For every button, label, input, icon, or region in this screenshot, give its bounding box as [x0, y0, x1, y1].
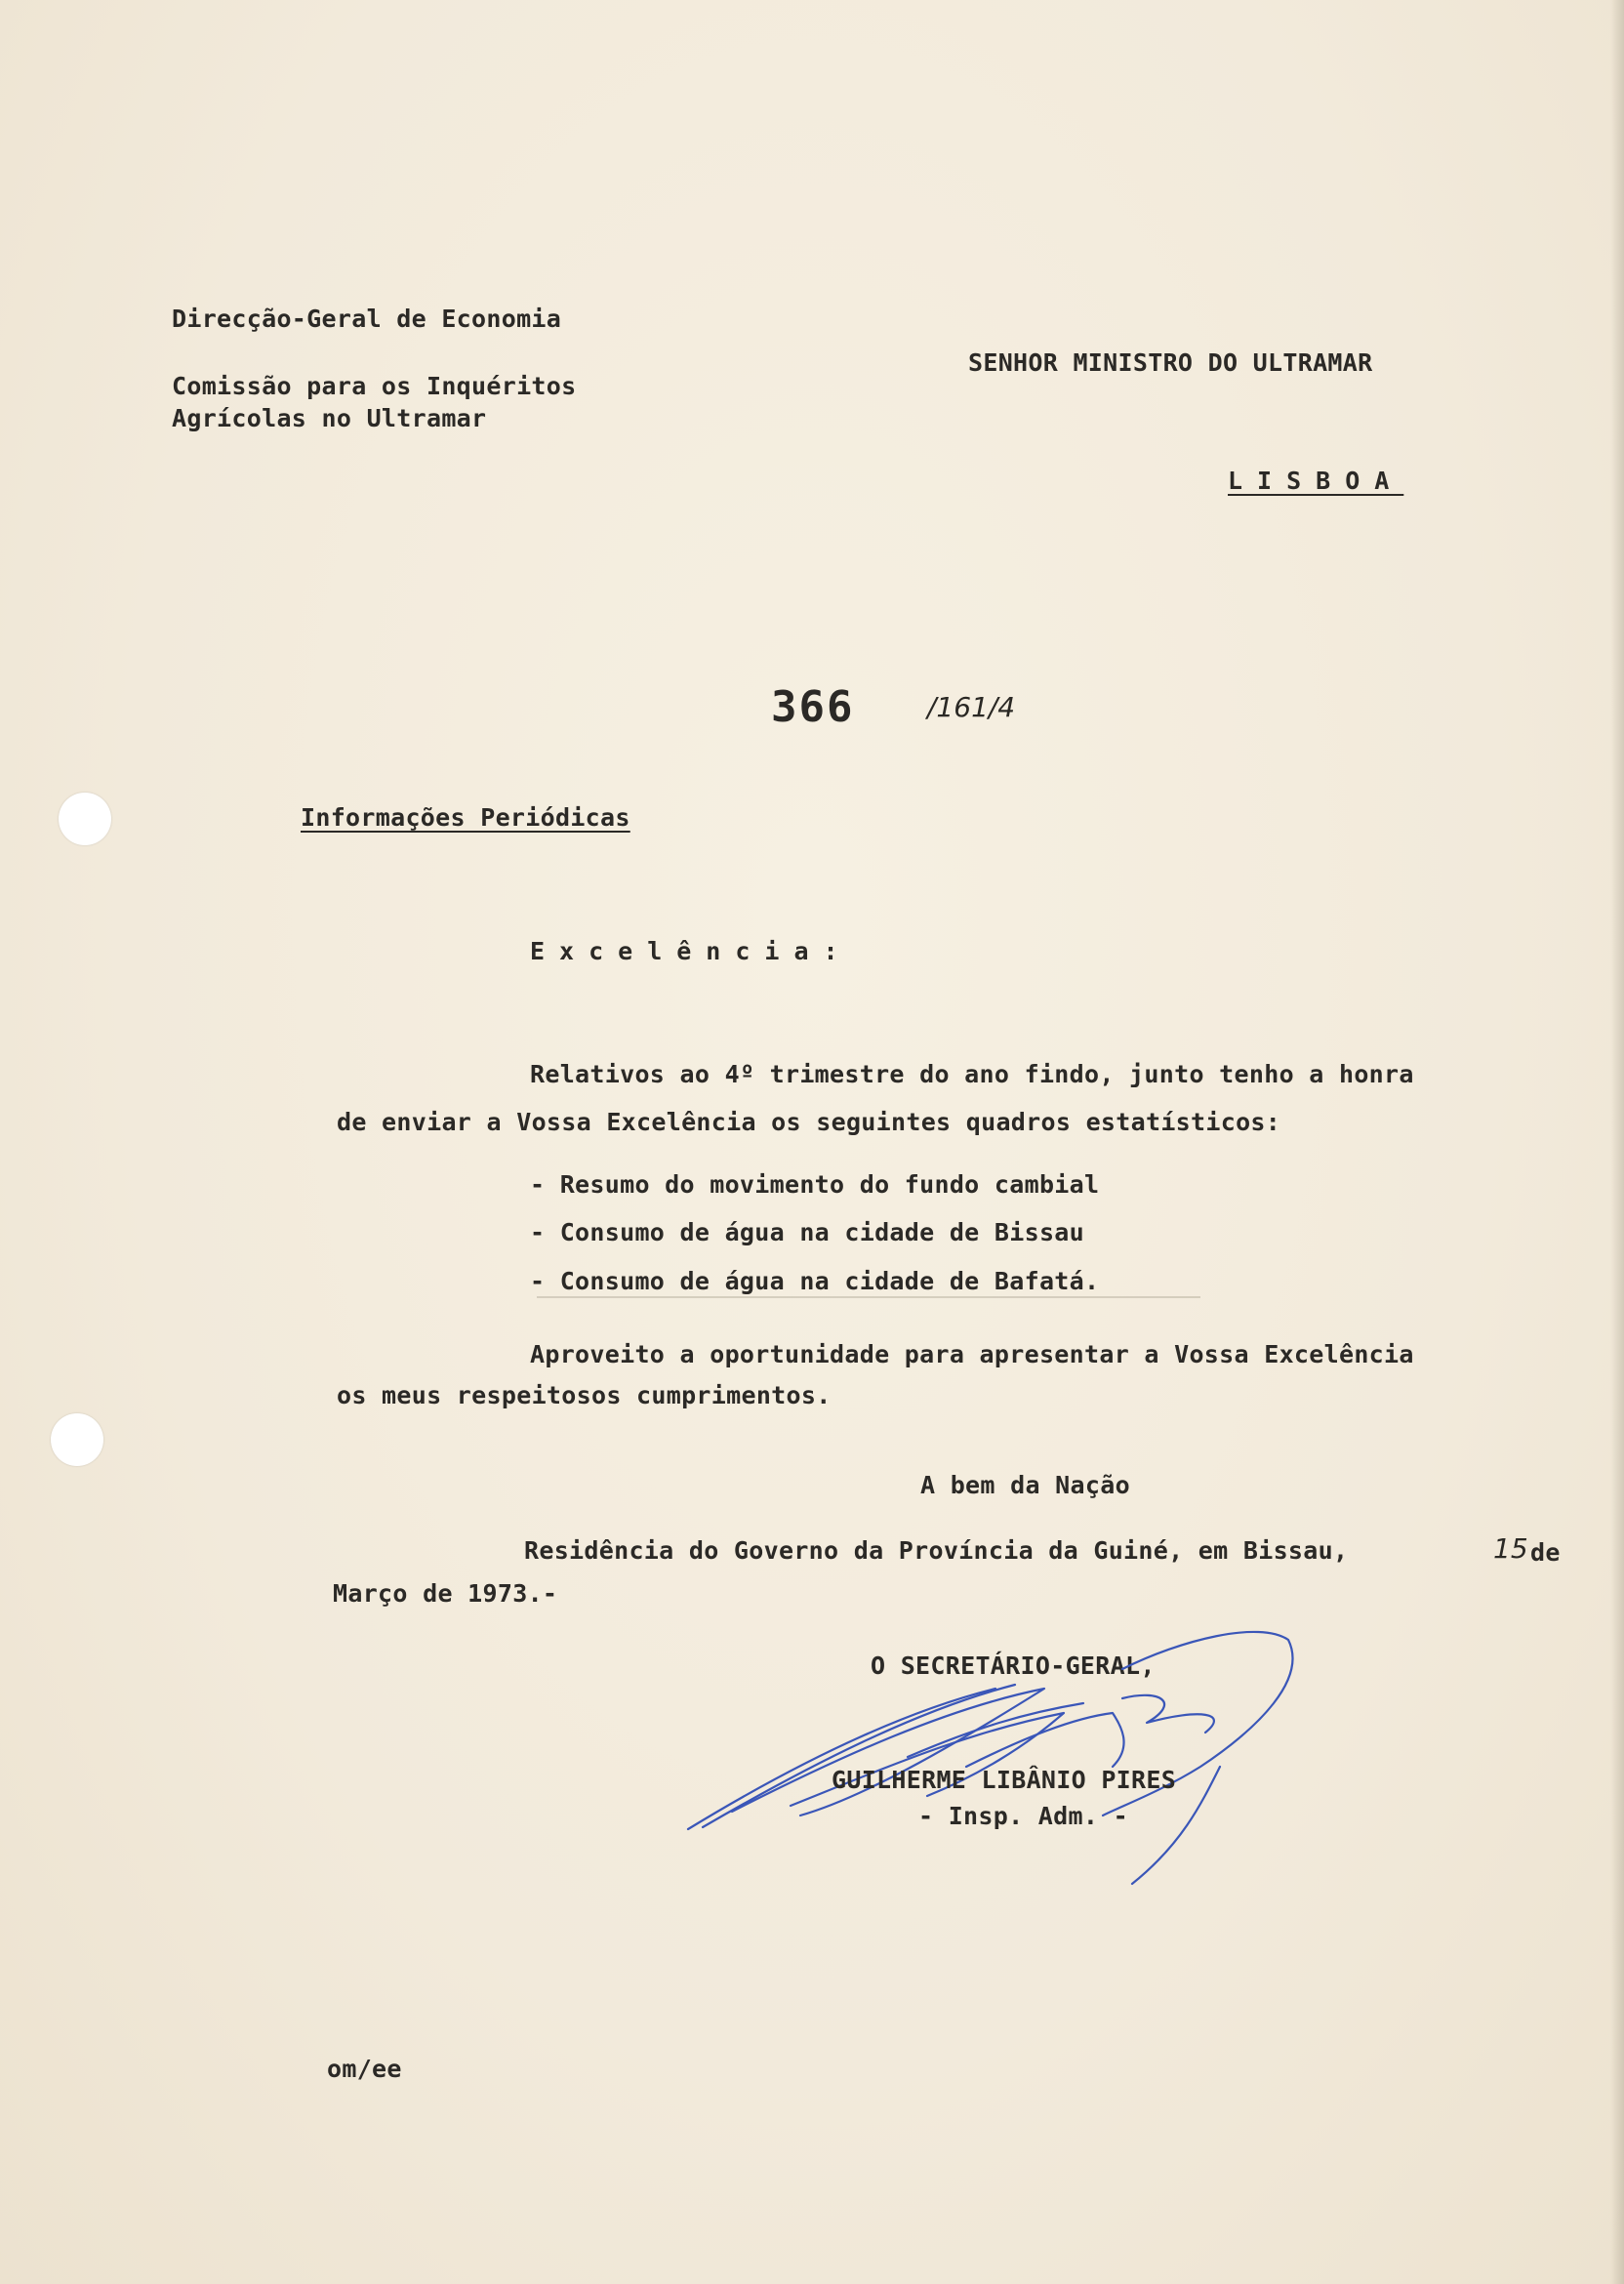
signatory-name: GUILHERME LIBÂNIO PIRES: [832, 1766, 1177, 1794]
signatory-rank: - Insp. Adm. -: [918, 1802, 1128, 1830]
subject: Informações Periódicas: [301, 803, 630, 832]
typist-initials: om/ee: [327, 2055, 402, 2083]
closing-place-line1: Residência do Governo da Província da Guiné, em Bissau,: [524, 1536, 1349, 1565]
body-para2-line1: Aproveito a oportunidade para apresentar a Vossa Excelência: [530, 1340, 1414, 1368]
handwritten-signature: [673, 1620, 1308, 1894]
salutation: Excelência:: [530, 937, 853, 965]
list-item: - Consumo de água na cidade de Bissau: [530, 1218, 1084, 1246]
closing-place-line2: Março de 1973.-: [333, 1579, 558, 1608]
list-item: - Consumo de água na cidade de Bafatá.: [530, 1267, 1100, 1295]
org-line-2: Comissão para os Inquéritos: [172, 372, 577, 400]
reference-number: 366: [771, 682, 855, 732]
body-para1-line2: de enviar a Vossa Excelência os seguintes quadros estatísticos:: [337, 1108, 1281, 1136]
body-para1-line1: Relativos ao 4º trimestre do ano findo, junto tenho a honra: [530, 1060, 1414, 1088]
body-para2-line2: os meus respeitosos cumprimentos.: [337, 1381, 832, 1409]
org-line-1: Direcção-Geral de Economia: [172, 305, 562, 333]
faint-crease: [537, 1296, 1200, 1298]
closing-motto: A bem da Nação: [920, 1471, 1130, 1499]
reference-suffix: /161/4: [927, 691, 1016, 723]
closing-day: 15: [1493, 1532, 1528, 1565]
org-line-3: Agrícolas no Ultramar: [172, 404, 487, 432]
recipient-city: LISBOA: [1228, 467, 1404, 495]
punch-hole-bottom: [51, 1413, 103, 1466]
list-item: - Resumo do movimento do fundo cambial: [530, 1170, 1100, 1199]
closing-place-line1-end: de: [1530, 1538, 1561, 1567]
page-edge-shadow: [1610, 0, 1624, 2284]
signatory-title: O SECRETÁRIO-GERAL,: [871, 1652, 1156, 1680]
punch-hole-top: [59, 793, 111, 845]
recipient: SENHOR MINISTRO DO ULTRAMAR: [968, 348, 1373, 377]
